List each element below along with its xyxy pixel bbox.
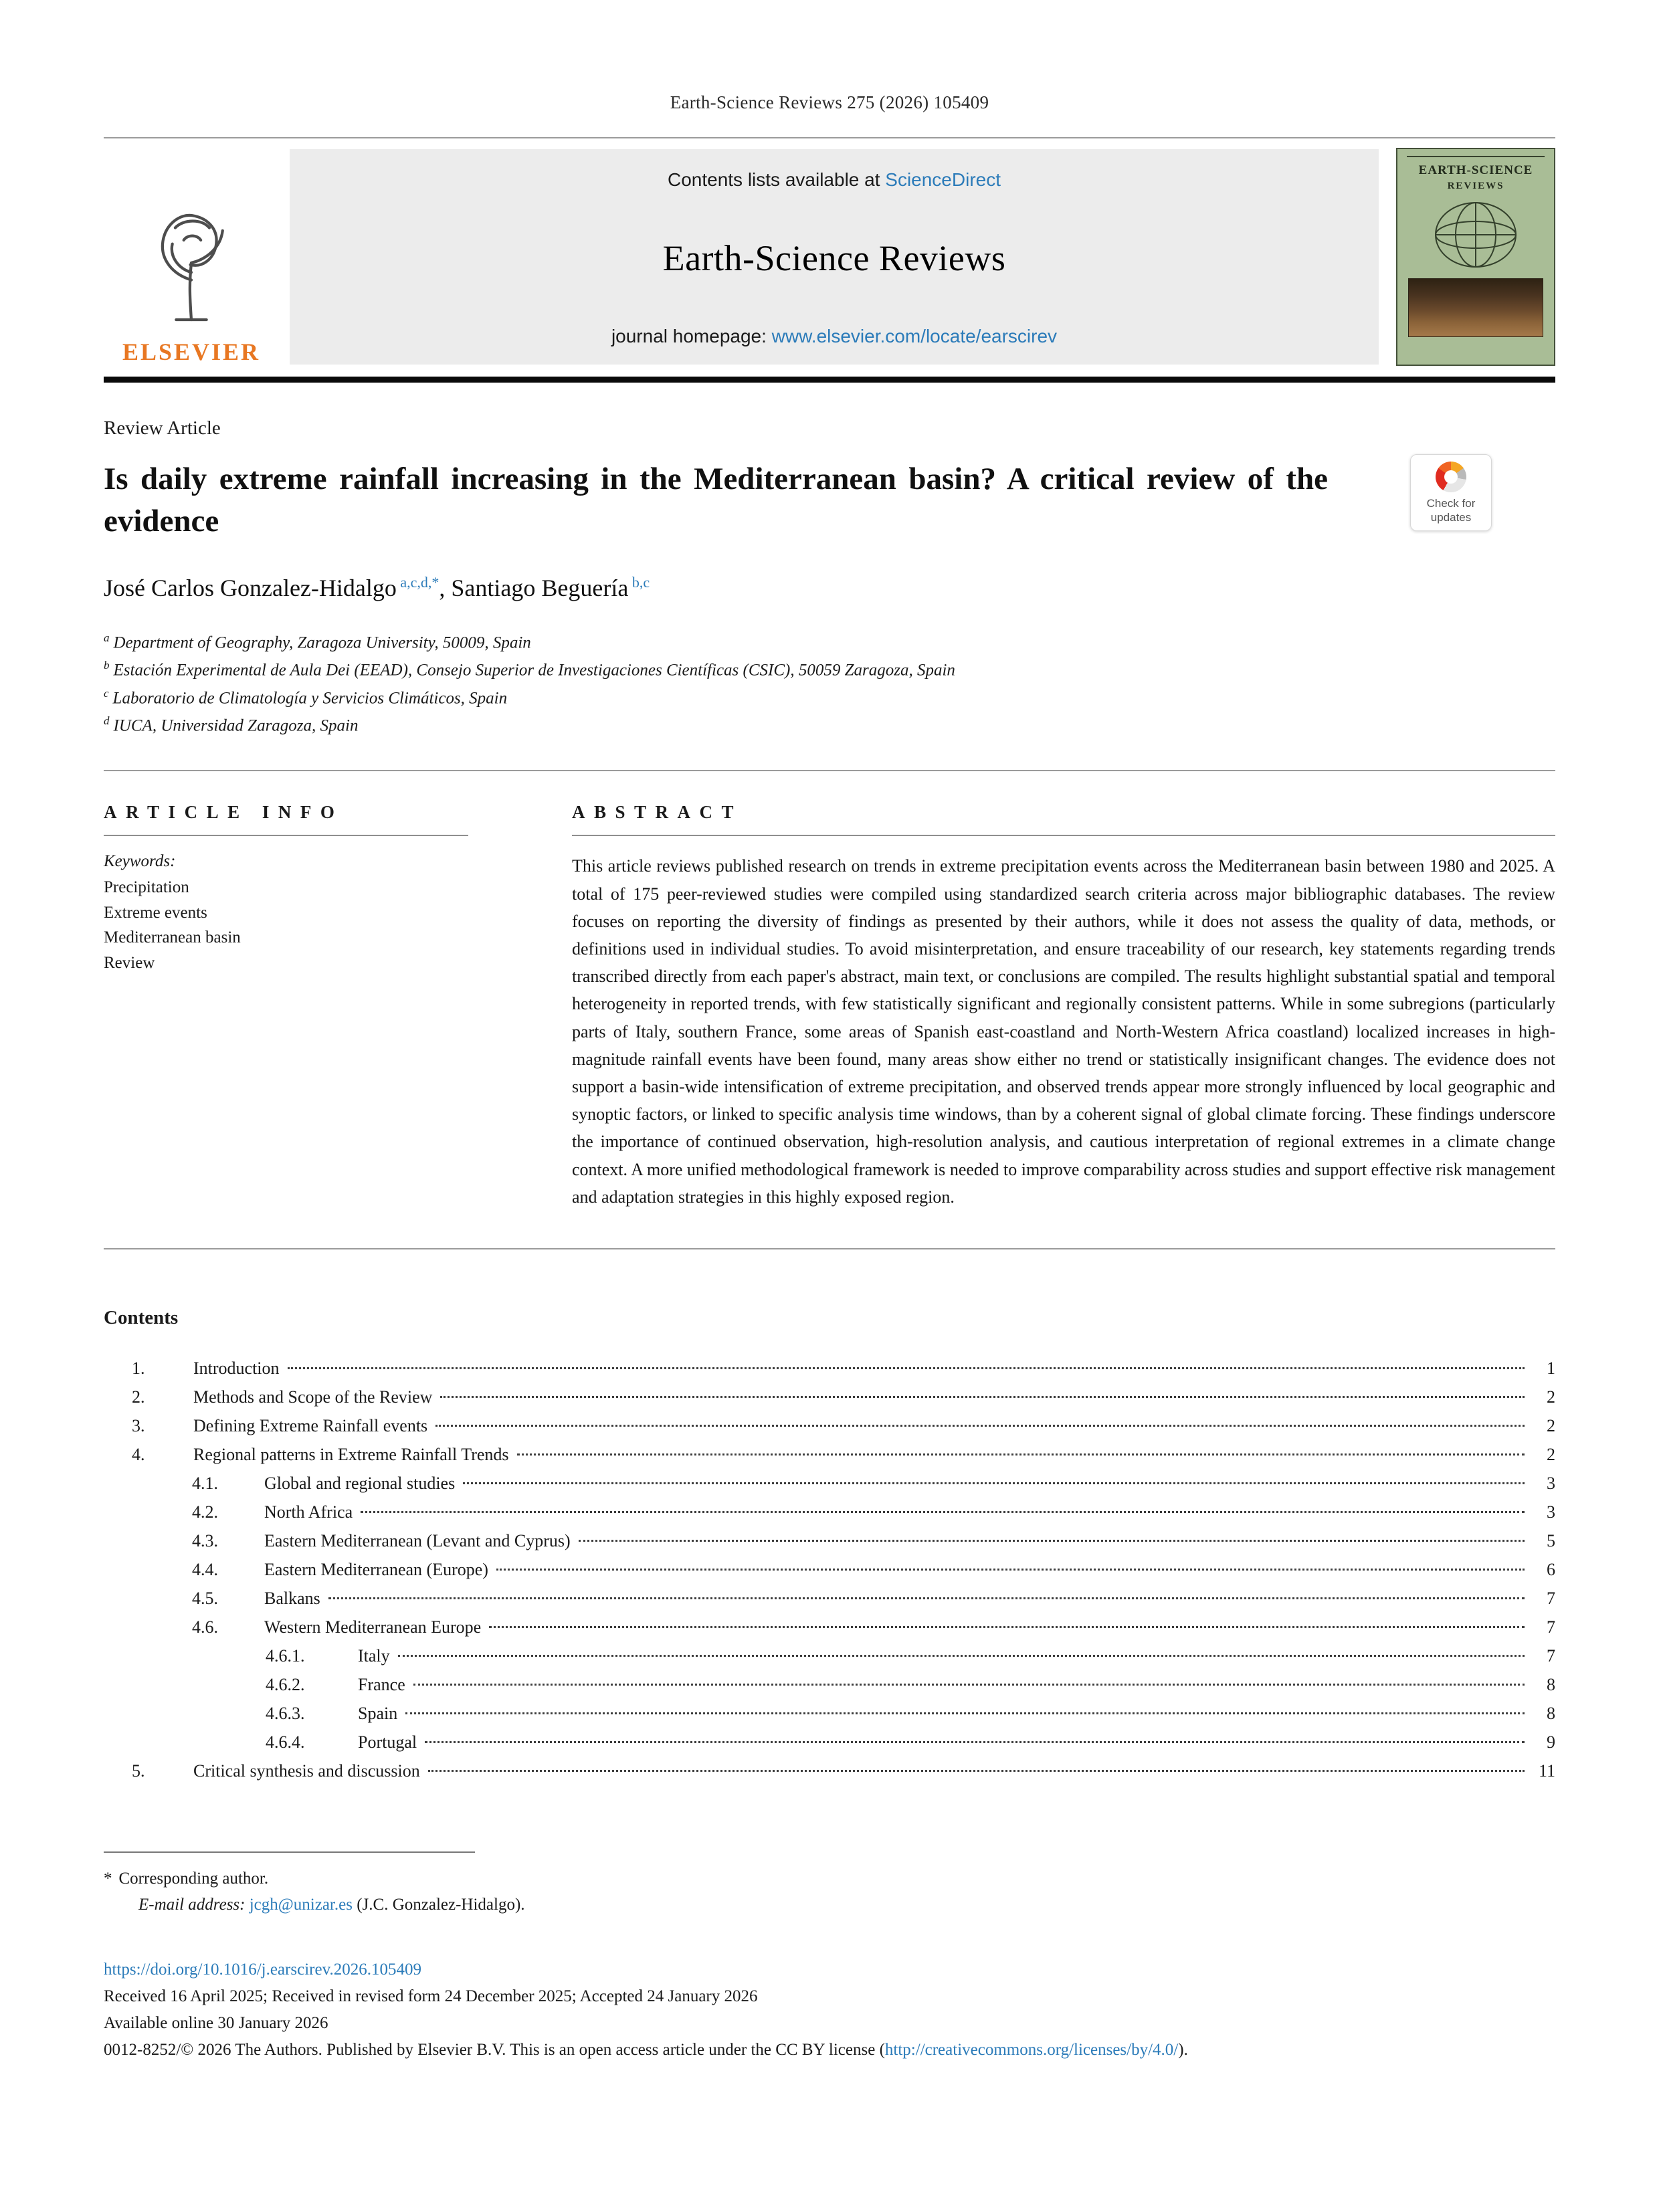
toc-entry-page: 3 xyxy=(1547,1473,1555,1493)
journal-reference: Earth-Science Reviews 275 (2026) 105409 xyxy=(670,92,989,112)
toc-dot-leader xyxy=(428,1770,1525,1772)
journal-cover-thumbnail[interactable] xyxy=(1396,148,1555,366)
title-block xyxy=(104,458,1555,542)
toc-entry-page: 11 xyxy=(1538,1761,1555,1781)
toc-entry[interactable] xyxy=(104,1445,1555,1474)
toc-entry-label: Balkans xyxy=(264,1588,320,1608)
abstract-text: This article reviews published research on trends in extreme precipitation events across the Mediterranean basin between 1980 and 2025. A total of 175 peer-reviewed studies were compiled using standardized search criteria across major bibliographic databases. The review focuses on reporting the diversity of findings as presented by their authors, while it does not assess the quality of data, methods, or definitions used in individual studies. To avoid misinterpretation, and ensure traceability of our research, key statements regarding trends transcribed directly from each paper's abstract, main text, or conclusions are compiled. The results highlight substantial spatial and temporal heterogeneity in reported trends, with few statistically significant and regionally consistent patterns. While in some subregions (particularly parts of Italy, southern France, some areas of Spanish east-coastland and North-Western Africa coastland) localized increases in high-magnitude rainfall events have been found, many areas show either no trend or statistically insignificant changes. The evidence does not support a basin-wide intensification of extreme precipitation, and observed trends appear more strongly influenced by local geographic and synoptic factors, or linked to specific analysis time windows, than by a coherent signal of global climate forcing. These findings underscore the importance of continued observation, high-resolution analysis, and cautious interpretation of regional extremes in a climate change context. A more unified methodological framework is needed to improve comparability across studies and support effective risk management and adaptation strategies in this highly exposed region. xyxy=(572,856,1555,1207)
check-for-updates-badge[interactable] xyxy=(1410,454,1492,531)
elsevier-logo-word: ELSEVIER xyxy=(122,338,261,365)
crossmark-icon xyxy=(1436,462,1466,492)
cover-title xyxy=(1419,163,1533,193)
cover-title-line2: REVIEWS xyxy=(1447,180,1504,191)
toc-entry-label: Eastern Mediterranean (Levant and Cyprus) xyxy=(264,1530,571,1550)
toc-entry-page: 5 xyxy=(1547,1530,1555,1550)
affiliation: $^b$ Estación Experimental de Aula Dei (EEAD), Consejo Superior de Investigaciones Científicas (CSIC), 50059 Zaragoza, Spain xyxy=(104,659,955,680)
cover-rule xyxy=(1407,156,1545,157)
toc-dot-leader xyxy=(405,1712,1525,1714)
toc-entry-number: 4.5. xyxy=(192,1588,218,1608)
toc-entry-number: 4.6.3. xyxy=(266,1703,305,1723)
toc-dot-leader xyxy=(440,1396,1525,1398)
toc-entry-label: Eastern Mediterranean (Europe) xyxy=(264,1559,488,1579)
footnote-rule xyxy=(104,1851,475,1853)
sciencedirect-link[interactable]: ScienceDirect xyxy=(885,169,1001,190)
toc-entry[interactable] xyxy=(104,1646,1555,1675)
doi-link[interactable]: https://doi.org/10.1016/j.earscirev.2026.105409 xyxy=(104,1960,421,1979)
journal-header xyxy=(104,148,1555,366)
section-rule-bottom xyxy=(104,1248,1555,1249)
abstract-heading: ABSTRACT xyxy=(572,802,743,823)
toc-list xyxy=(104,1359,1555,1790)
corresponding-star: * xyxy=(104,1869,112,1888)
toc-entry-number: 5. xyxy=(132,1761,145,1781)
toc-entry-number: 3. xyxy=(132,1415,145,1435)
toc-entry-label: Global and regional studies xyxy=(264,1473,456,1493)
abstract-column xyxy=(572,773,1555,1211)
toc-entry[interactable] xyxy=(104,1359,1555,1387)
copyright-line xyxy=(104,2037,1555,2064)
toc-entry-label: Spain xyxy=(358,1703,398,1723)
toc-dot-leader xyxy=(579,1540,1525,1542)
toc-entry-label: North Africa xyxy=(264,1502,353,1522)
author-affiliation-sup: a,c,d,* xyxy=(396,574,440,591)
keyword: Mediterranean basin xyxy=(104,928,241,947)
toc-entry-label: Introduction xyxy=(193,1358,280,1378)
toc-entry[interactable] xyxy=(104,1675,1555,1704)
info-abstract-section xyxy=(104,773,1555,1211)
toc-entry-number: 4.1. xyxy=(192,1473,218,1493)
article-title: Is daily extreme rainfall increasing in the Mediterranean basin? A critical review of the evidence xyxy=(104,462,1328,538)
toc-entry-page: 7 xyxy=(1547,1645,1555,1666)
copyright-suffix: ). xyxy=(1178,2041,1188,2059)
available-online: Available online 30 January 2026 xyxy=(104,2014,328,2033)
toc-dot-leader xyxy=(288,1367,1525,1369)
authors-line xyxy=(104,574,1555,602)
toc-entry-number: 4.6.2. xyxy=(266,1674,305,1694)
corresponding-text: Corresponding author. xyxy=(118,1869,269,1888)
toc-entry-label: Portugal xyxy=(358,1732,417,1752)
author-separator: , xyxy=(439,575,452,601)
section-rule-top xyxy=(104,770,1555,771)
cover-title-line1: EARTH-SCIENCE xyxy=(1418,163,1533,177)
author-name: Santiago Beguería xyxy=(451,575,629,601)
toc-entry-page: 2 xyxy=(1547,1444,1555,1464)
email-line xyxy=(104,1892,1555,1918)
cover-globe-icon xyxy=(1426,198,1526,272)
keyword: Precipitation xyxy=(104,878,189,897)
email-link[interactable]: jcgh@unizar.es xyxy=(249,1895,353,1914)
homepage-label: journal homepage: xyxy=(611,326,772,346)
crossmark-label-line1: Check for xyxy=(1426,497,1476,510)
toc-entry-page: 2 xyxy=(1547,1415,1555,1435)
keyword: Extreme events xyxy=(104,903,207,922)
contents-heading: Contents xyxy=(104,1306,179,1328)
toc-entry[interactable] xyxy=(104,1704,1555,1732)
toc-dot-leader xyxy=(517,1453,1525,1455)
header-divider-bar xyxy=(104,377,1555,383)
toc-entry-page: 9 xyxy=(1547,1732,1555,1752)
keywords-list xyxy=(104,875,468,975)
toc-entry-label: Western Mediterranean Europe xyxy=(264,1617,482,1637)
toc-entry-label: Italy xyxy=(358,1645,390,1666)
toc-entry[interactable] xyxy=(104,1732,1555,1761)
toc-entry[interactable] xyxy=(104,1589,1555,1617)
toc-dot-leader xyxy=(463,1482,1525,1484)
journal-homepage-line xyxy=(611,326,1057,347)
author-name: José Carlos Gonzalez-Hidalgo xyxy=(104,575,397,601)
toc-entry[interactable] xyxy=(104,1474,1555,1502)
crossmark-label-line2: updates xyxy=(1430,511,1472,524)
toc-dot-leader xyxy=(328,1597,1525,1599)
corresponding-author-note xyxy=(104,1866,1555,1892)
article-info-rule xyxy=(104,835,468,836)
publication-block xyxy=(104,1956,1555,2064)
affiliation: $^a$ Department of Geography, Zaragoza University, 50009, Spain xyxy=(104,631,531,652)
toc-entry-number: 4. xyxy=(132,1444,145,1464)
toc-entry-number: 4.4. xyxy=(192,1559,218,1579)
journal-homepage-link[interactable]: www.elsevier.com/locate/earscirev xyxy=(771,326,1058,346)
affiliation: $^d$ IUCA, Universidad Zaragoza, Spain xyxy=(104,714,359,735)
toc-entry[interactable] xyxy=(104,1416,1555,1445)
article-type: Review Article xyxy=(104,417,221,439)
affiliations xyxy=(104,629,1555,739)
copyright-text: 0012-8252/© 2026 The Authors. Published by Elsevier B.V. This is an open access article under the CC BY license ( xyxy=(104,2041,885,2059)
toc-dot-leader xyxy=(435,1425,1525,1427)
toc-entry-number: 4.6. xyxy=(192,1617,218,1637)
contents-available-text: Contents lists available at xyxy=(667,169,886,190)
toc-entry-number: 1. xyxy=(132,1358,145,1378)
toc-entry-label: Regional patterns in Extreme Rainfall Trends xyxy=(193,1444,509,1464)
footnotes xyxy=(104,1851,1555,1918)
toc-entry[interactable] xyxy=(104,1761,1555,1790)
toc-entry-number: 4.2. xyxy=(192,1502,218,1522)
toc-entry-number: 4.6.1. xyxy=(266,1645,305,1666)
email-label: E-mail address: xyxy=(138,1895,250,1914)
toc-entry[interactable] xyxy=(104,1560,1555,1589)
toc-entry[interactable] xyxy=(104,1502,1555,1531)
toc-dot-leader xyxy=(489,1626,1525,1628)
toc-entry-label: Critical synthesis and discussion xyxy=(193,1761,420,1781)
email-suffix: (J.C. Gonzalez-Hidalgo). xyxy=(352,1895,525,1914)
toc-entry[interactable] xyxy=(104,1617,1555,1646)
toc-entry-page: 3 xyxy=(1547,1502,1555,1522)
toc-entry[interactable] xyxy=(104,1531,1555,1560)
toc-entry-number: 4.6.4. xyxy=(266,1732,305,1752)
affiliation: $^c$ Laboratorio de Climatología y Servicios Climáticos, Spain xyxy=(104,686,508,707)
keywords-label: Keywords: xyxy=(104,852,176,871)
toc-entry-page: 8 xyxy=(1547,1674,1555,1694)
abstract-rule xyxy=(572,835,1555,836)
toc-dot-leader xyxy=(496,1569,1525,1571)
toc-entry-page: 8 xyxy=(1547,1703,1555,1723)
masthead-rule xyxy=(104,137,1555,138)
toc-entry-page: 7 xyxy=(1547,1588,1555,1608)
toc-entry-number: 4.3. xyxy=(192,1530,218,1550)
toc-entry[interactable] xyxy=(104,1387,1555,1416)
toc-entry-number: 2. xyxy=(132,1387,145,1407)
toc-entry-page: 1 xyxy=(1547,1358,1555,1378)
cover-strata-photo xyxy=(1408,278,1543,337)
article-info-heading: ARTICLE INFO xyxy=(104,802,344,823)
journal-name: Earth-Science Reviews xyxy=(662,238,1006,278)
toc-dot-leader xyxy=(413,1684,1525,1686)
contents-available-line xyxy=(668,169,1001,191)
toc-dot-leader xyxy=(425,1741,1525,1743)
journal-banner xyxy=(290,149,1379,365)
toc-entry-label: Methods and Scope of the Review xyxy=(193,1387,433,1407)
toc-entry-label: France xyxy=(358,1674,405,1694)
article-info-column xyxy=(104,773,468,1211)
toc-entry-page: 2 xyxy=(1547,1387,1555,1407)
elsevier-tree-icon xyxy=(134,189,248,336)
received-dates: Received 16 April 2025; Received in revised form 24 December 2025; Accepted 24 January 2026 xyxy=(104,1987,758,2006)
toc-entry-label: Defining Extreme Rainfall events xyxy=(193,1415,428,1435)
toc-dot-leader xyxy=(361,1511,1525,1513)
toc-entry-page: 6 xyxy=(1547,1559,1555,1579)
cc-license-link[interactable]: http://creativecommons.org/licenses/by/4.0/ xyxy=(884,2041,1179,2059)
toc-dot-leader xyxy=(398,1655,1525,1657)
author-affiliation-sup: b,c xyxy=(628,574,650,591)
elsevier-logo[interactable] xyxy=(104,148,286,366)
crossmark-label xyxy=(1427,496,1476,525)
keyword: Review xyxy=(104,953,155,972)
toc-entry-page: 7 xyxy=(1547,1617,1555,1637)
